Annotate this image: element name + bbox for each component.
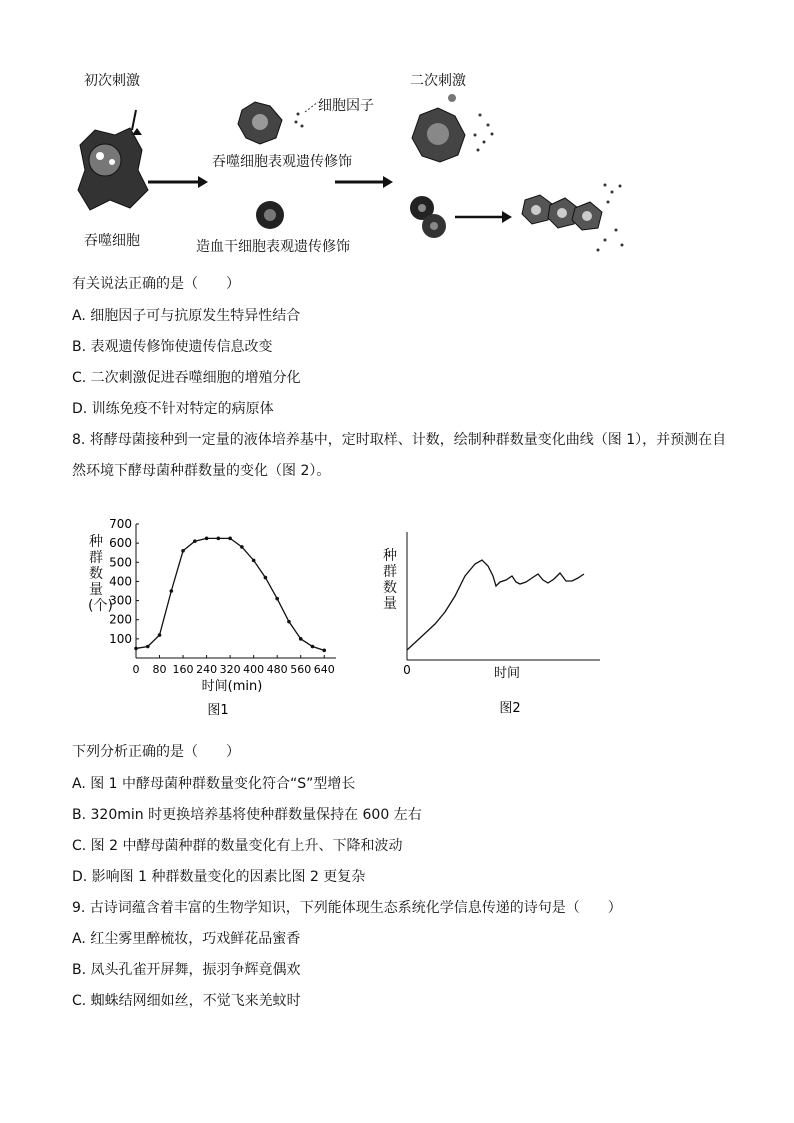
figure-2-ylabel: 种群数量 (383, 548, 397, 612)
hsc-cell-image (256, 201, 284, 229)
figure-1-point (193, 539, 197, 543)
q7-stem: 有关说法正确的是（ ） (72, 276, 240, 292)
figure-1-point (275, 597, 279, 601)
hsc-cluster-image (410, 196, 446, 238)
figure-1-caption: 图1 (207, 703, 229, 718)
figure-1-point (217, 537, 221, 541)
cytokine-label: 细胞因子 (318, 98, 374, 114)
figure-2-series-line (407, 560, 584, 650)
q8-option-d: D. 影响图 1 种群数量变化的因素比图 2 更复杂 (72, 869, 366, 885)
q7-option-a: A. 细胞因子可与抗原发生特异性结合 (72, 308, 301, 324)
figure-1-y-tick-label: 300 (109, 593, 132, 608)
q8-line-2: 然环境下酵母菌种群数量的变化（图 2）。 (72, 463, 331, 479)
figure-1-point (205, 537, 209, 541)
figure-1-chart (80, 512, 350, 722)
hsc-epi-label: 造血干细胞表观遗传修饰 (196, 239, 350, 255)
second-stim-label: 二次刺激 (410, 73, 466, 89)
figure-1-x-tick-label: 0 (132, 663, 140, 676)
first-stim-label: 初次刺激 (84, 73, 140, 89)
figure-1-point (299, 637, 303, 641)
figure-1-point (264, 576, 268, 580)
macrophage-epi-label: 吞噬细胞表观遗传修饰 (212, 154, 352, 170)
figure-1-ylabel: 种群数量(个) (88, 534, 113, 614)
figure-2-caption: 图2 (499, 701, 521, 714)
figure-2-origin: 0 (403, 663, 411, 677)
figure-1-x-tick-label: 320 (219, 663, 241, 676)
q9-option-c: C. 蜘蛛结网细如丝，不觉飞来羌蚊时 (72, 993, 301, 1009)
q8-option-a: A. 图 1 中酵母菌种群数量变化符合“S”型增长 (72, 776, 356, 792)
figure-1-point (158, 633, 162, 637)
macrophage-small-image (238, 102, 318, 144)
figure-1-point (322, 649, 326, 653)
q9-stem: 9. 古诗词蕴含着丰富的生物学知识，下列能体现生态系统化学信息传递的诗句是（ ） (72, 900, 622, 916)
q9-option-a: A. 红尘雾里醉梳妆，巧戏鲜花品蜜香 (72, 931, 301, 947)
figure-1-point (252, 559, 256, 563)
macrophage-cell-image (78, 110, 148, 210)
figure-1-y-tick-label: 200 (109, 612, 132, 627)
differentiated-cells-image (522, 184, 624, 252)
figure-1-x-tick-label: 480 (266, 663, 288, 676)
figure-1-x-tick-label: 240 (196, 663, 218, 676)
q8-option-b: B. 320min 时更换培养基将使种群数量保持在 600 左右 (72, 807, 422, 823)
macrophage-label: 吞噬细胞 (84, 233, 140, 249)
immune-diagram (60, 90, 640, 270)
figure-1-point (311, 645, 315, 649)
q7-option-c: C. 二次刺激促进吞噬细胞的增殖分化 (72, 370, 301, 386)
figure-1-y-tick-label: 100 (109, 631, 132, 646)
figure-1-point (134, 647, 138, 651)
figure-1-x-tick-label: 640 (313, 663, 335, 676)
figure-2-xlabel: 时间 (493, 666, 521, 681)
figure-1-y-tick-label: 400 (109, 574, 132, 589)
figure-1-axes (136, 524, 336, 658)
figure-1-x-tick-label: 560 (290, 663, 312, 676)
macrophage-second-image (412, 94, 494, 162)
figure-1-x-tick-label: 400 (243, 663, 265, 676)
q8-stem: 下列分析正确的是（ ） (72, 744, 240, 760)
figure-1-y-tick-label: 600 (109, 536, 132, 551)
figure-1-point (169, 589, 173, 593)
q8-option-c: C. 图 2 中酵母菌种群的数量变化有上升、下降和波动 (72, 838, 403, 854)
figure-1-x-tick-label: 80 (152, 663, 167, 676)
figure-2-chart (380, 524, 605, 714)
figure-1-point (146, 645, 150, 649)
figure-1-y-tick-label: 700 (109, 517, 132, 531)
figure-1-point (228, 537, 232, 541)
q7-option-b: B. 表观遗传修饰使遗传信息改变 (72, 339, 273, 355)
figure-1-point (287, 620, 291, 624)
figure-1-series-line (136, 538, 324, 650)
figure-1-y-tick-label: 500 (109, 555, 132, 570)
figure-1-point (240, 545, 244, 549)
figure-1-point (181, 549, 185, 553)
figure-1-xlabel: 时间(min) (201, 679, 263, 694)
q7-option-d: D. 训练免疫不针对特定的病原体 (72, 401, 274, 417)
figure-1-x-tick-label: 160 (172, 663, 194, 676)
q9-option-b: B. 凤头孔雀开屏舞，振羽争辉竟偶欢 (72, 962, 301, 978)
q8-line-1: 8. 将酵母菌接种到一定量的液体培养基中，定时取样、计数，绘制种群数量变化曲线（图 1），并预测在自 (72, 432, 727, 448)
